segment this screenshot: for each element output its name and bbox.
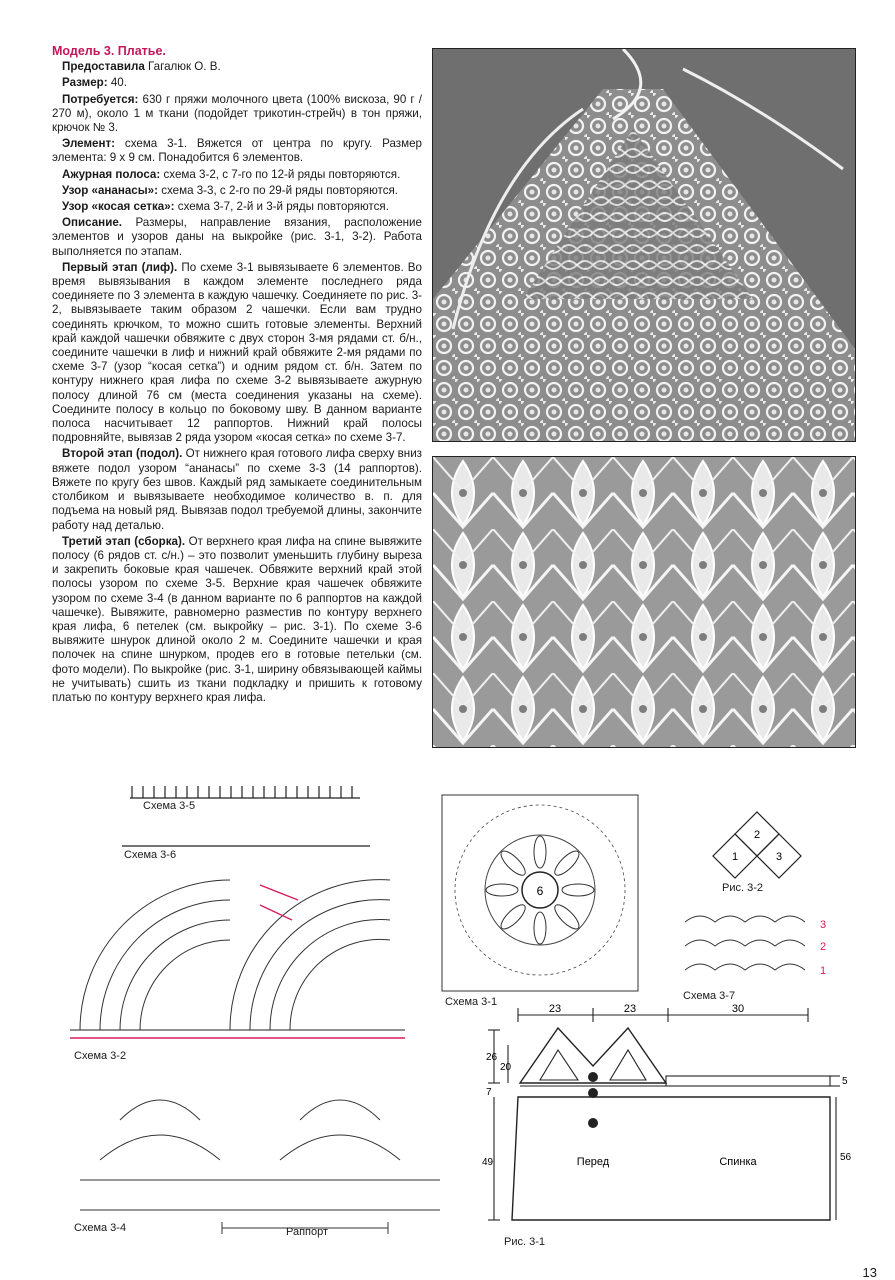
- schema-3-2-chart: [70, 880, 405, 1038]
- diagram-3-1-label: Рис. 3-1: [504, 1236, 545, 1248]
- provided-by: Предоставила Гагалюк О. В.: [62, 60, 221, 74]
- schema-3-4-chart: [80, 1100, 440, 1234]
- stage1-paragraph: Первый этап (лиф). По схеме 3-1 вывязываете 6 элементов. Во время вывязывания в каждом элементе последнего ряда соединяете по 3 элемента в каждую чашечку. Соединяете по рис. 3-2, вывязываете таким образом 2 чашечки. Если вам трудно соединять крючком, то можно сшить готовые элементы. Верхний край каждой чашечки обвяжите с двух сторон 3-мя рядами ст. б/н., соедините чашечки в лиф и нижний край обвяжите 2-мя рядами по схеме 3-7 (узор “косая сетка”) и одним рядом ст. б/н. Затем по контуру нижнего края лифа по схеме 3-2 вывязываете ажурную полосу длиной 76 см (места соединения указаны на схеме). Соедините полосу в кольцо по боковому шву. В данном варианте полоса насчитывает 12 раппортов. Нижний край полосы подровняйте, вывязав 2 ряда узором «косая сетка» по схеме 3-7.: [52, 260, 422, 445]
- schema-3-5-label: Схема 3-5: [143, 800, 196, 812]
- dress-pattern-diagram: [478, 1000, 858, 1235]
- height-strip: 7: [486, 1087, 492, 1098]
- schema-3-5-chart: [130, 786, 360, 798]
- description-paragraph: Описание. Размеры, направление вязания, расположение элементов и узоров даны на выкройке (рис. 3-1, 3-2). Работа выполняется по этапам.: [52, 216, 422, 258]
- pineapple-line: Узор «ананасы»: схема 3-3, с 2-го по 29-й ряды повторяются.: [62, 183, 398, 197]
- schema-3-1-label: Схема 3-1: [445, 996, 498, 1008]
- front-label: Перед: [576, 1156, 610, 1168]
- width-front-cup: 23: [548, 1003, 562, 1015]
- schema-3-1-chart: [430, 785, 650, 995]
- height-back-strip: 5: [842, 1076, 848, 1087]
- svg-text:3: 3: [775, 851, 783, 863]
- skirt-photo-image: [433, 457, 855, 747]
- schema-3-4-label: Схема 3-4: [74, 1222, 127, 1234]
- bodice-photo: [432, 48, 856, 442]
- size-line: Размер: 40.: [62, 76, 127, 90]
- mesh-line: Узор «косая сетка»: схема 3-7, 2-й и 3-й ряды повторяются.: [62, 200, 389, 214]
- center-ring-count: 6: [536, 884, 544, 898]
- element-line: Элемент: схема 3-1. Вяжется от центра по кругу. Размер элемента: 9 х 9 см. Понадобится 6 элементов.: [52, 137, 422, 165]
- svg-text:2: 2: [753, 829, 761, 841]
- height-back-skirt: 56: [840, 1152, 852, 1163]
- svg-text:2: 2: [820, 941, 827, 953]
- schema-3-7-label: Схема 3-7: [683, 990, 736, 1002]
- materials-line: Потребуется: 630 г пряжи молочного цвета (100% вискоза, 90 г / 270 м), около 1 м ткани (подойдет трикотин-стрейч) в тон пряжи, крючок № 3.: [52, 92, 422, 135]
- instructions-column: [52, 44, 422, 707]
- page-title: Модель 3. Платье.: [52, 44, 166, 58]
- stage3-paragraph: Третий этап (сборка). От верхнего края лифа на спине вывяжите полосу (6 рядов ст. с/н.) – это позволит уменьшить глубину выреза и закрепить боковые края чашечек. Обвяжите верхний край этой полосы узором по схеме 3-5. Верхние края чашечек обвяжите узором по схеме 3-4 (в данном варианте по 6 раппортов на каждой чашечке). Вывяжите, равномерно разместив по контуру верхнего края лифа, 6 петелек (см. выкройку – рис. 3-1). По схеме 3-6 вывяжите шнурок длиной около 2 м. Соедините чашечки и края полочек на спине шнурком, продев его в готовые петельки (см. фото модели). По выкройке (рис. 3-1, ширину обвязывающей каймы не учитывать) сшить из ткани подкладку и пришить к готовому платью по контуру верхнего края лифа.: [52, 534, 422, 704]
- stitch-charts-left: [60, 780, 460, 1250]
- height-skirt: 49: [482, 1157, 494, 1168]
- svg-text:1: 1: [731, 851, 739, 863]
- lace-strip-line: Ажурная полоса: схема 3-2, с 7-го по 12-й ряды повторяются.: [62, 167, 401, 181]
- bodice-photo-image: [433, 49, 855, 441]
- height-bodice: 26: [486, 1052, 498, 1063]
- svg-text:3: 3: [820, 919, 827, 931]
- back-label: Спинка: [719, 1156, 757, 1168]
- height-cup: 20: [500, 1062, 512, 1073]
- skirt-photo: [432, 456, 856, 748]
- stage2-paragraph: Второй этап (подол). От нижнего края готового лифа сверху вниз вяжете подол узором “ананасы” по схеме 3-3 (14 раппортов). Вяжете по кругу без швов. Каждый ряд замыкаете соединительным столбиком и вывязываете необходимое количество в. п. для подъема на новый ряд. Вывязав подол требуемой длины, закончите работу над деталью.: [52, 447, 422, 532]
- svg-text:1: 1: [820, 965, 827, 977]
- page-number: 13: [862, 1265, 877, 1280]
- schema-3-6-label: Схема 3-6: [124, 849, 177, 861]
- schema-3-2-label: Схема 3-2: [74, 1050, 127, 1062]
- width-front-cup-2: 23: [623, 1003, 637, 1015]
- schema-3-7-chart: [680, 910, 830, 980]
- diagram-3-2-label: Рис. 3-2: [722, 882, 763, 894]
- rapport-label: Раппорт: [286, 1226, 329, 1238]
- width-back: 30: [731, 1003, 745, 1015]
- diagram-3-2-joining: [705, 810, 815, 880]
